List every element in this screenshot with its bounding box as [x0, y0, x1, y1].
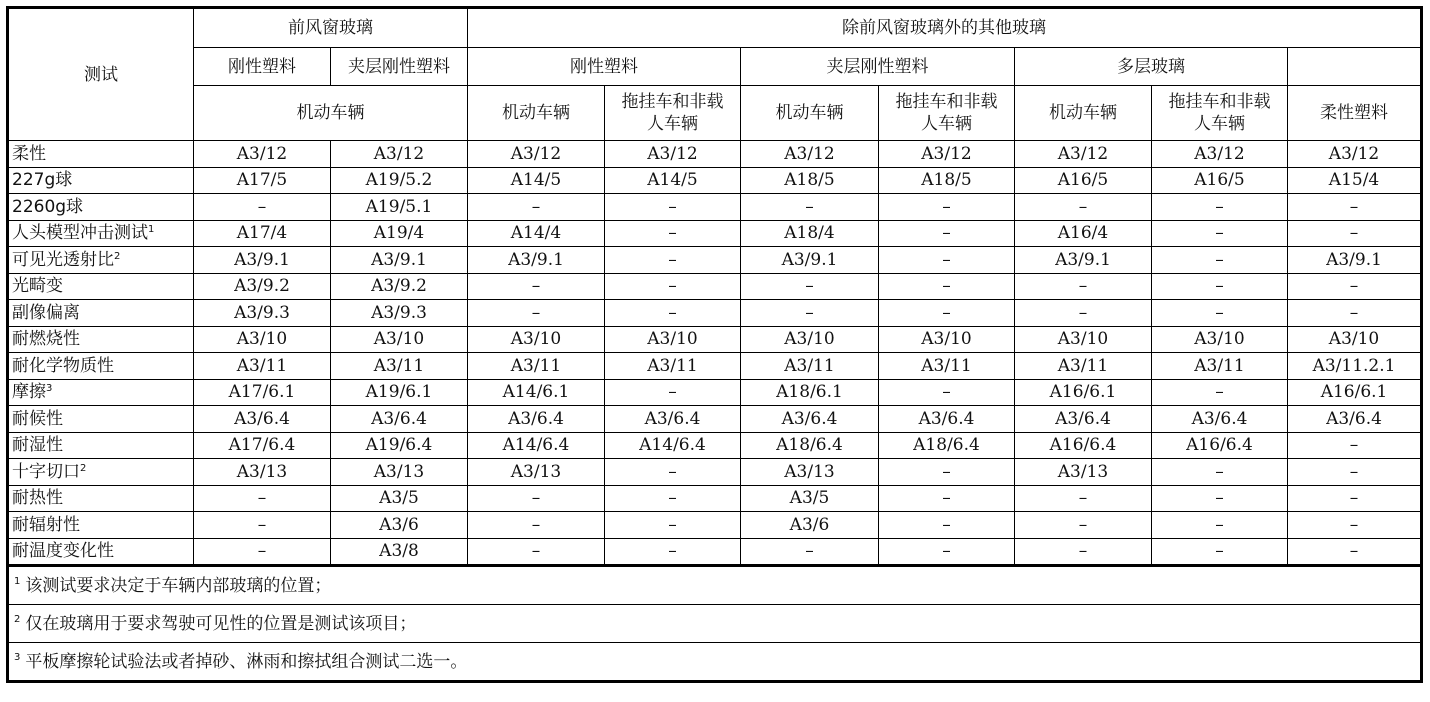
- table-cell: –: [1288, 538, 1422, 566]
- table-cell: A3/5: [741, 485, 879, 512]
- footnote-marker: 3: [46, 383, 53, 395]
- row-test-name: 耐化学物质性: [8, 353, 194, 380]
- table-cell: A18/5: [879, 167, 1015, 194]
- table-cell: A3/6.4: [331, 406, 468, 433]
- table-cell: A3/9.1: [468, 247, 605, 274]
- header-windscreen: 前风窗玻璃: [194, 8, 468, 48]
- table-cell: –: [468, 194, 605, 221]
- table-cell: A3/6.4: [194, 406, 331, 433]
- table-cell: A14/6.1: [468, 379, 605, 406]
- table-cell: A19/4: [331, 220, 468, 247]
- table-cell: A3/12: [331, 141, 468, 168]
- table-cell: –: [1152, 485, 1288, 512]
- table-cell: –: [468, 485, 605, 512]
- test-requirements-table: [6, 6, 1423, 683]
- table-row: [8, 432, 1422, 459]
- row-test-name: 副像偏离: [8, 300, 194, 327]
- table-cell: –: [1152, 220, 1288, 247]
- table-cell: –: [1152, 273, 1288, 300]
- table-cell: –: [879, 220, 1015, 247]
- table-cell: A3/6: [741, 512, 879, 539]
- table-row: [8, 379, 1422, 406]
- table-cell: A3/10: [741, 326, 879, 353]
- table-cell: –: [468, 273, 605, 300]
- table-cell: –: [1288, 459, 1422, 486]
- table-cell: A3/13: [1015, 459, 1152, 486]
- table-cell: A15/4: [1288, 167, 1422, 194]
- table-cell: A16/6.4: [1015, 432, 1152, 459]
- table-cell: –: [1152, 300, 1288, 327]
- table-cell: –: [468, 512, 605, 539]
- table-cell: A14/6.4: [605, 432, 741, 459]
- table-cell: –: [879, 247, 1015, 274]
- table-cell: –: [1288, 220, 1422, 247]
- header-empty-cell: [1288, 48, 1422, 86]
- table-cell: –: [879, 379, 1015, 406]
- table-row: [8, 220, 1422, 247]
- table-cell: –: [1015, 538, 1152, 566]
- header-rigid-motor-vehicle: 机动车辆: [468, 86, 605, 141]
- table-cell: A3/6.4: [879, 406, 1015, 433]
- table-cell: A14/5: [468, 167, 605, 194]
- header-other-laminated-rigid-plastic: 夹层刚性塑料: [741, 48, 1015, 86]
- table-header: [8, 8, 1422, 141]
- footnote-number: 1: [14, 575, 21, 587]
- table-row: [8, 538, 1422, 566]
- table-cell: –: [605, 512, 741, 539]
- table-row: [8, 459, 1422, 486]
- row-test-name: 耐湿性: [8, 432, 194, 459]
- table-notes: [8, 566, 1422, 682]
- table-cell: A3/6: [331, 512, 468, 539]
- table-cell: –: [879, 538, 1015, 566]
- table-cell: A18/6.1: [741, 379, 879, 406]
- row-test-name: 耐燃烧性: [8, 326, 194, 353]
- table-cell: –: [1015, 300, 1152, 327]
- table-cell: A3/12: [1288, 141, 1422, 168]
- table-cell: A3/11: [741, 353, 879, 380]
- table-cell: A3/11: [605, 353, 741, 380]
- table-cell: A3/12: [194, 141, 331, 168]
- footnote-number: 3: [14, 651, 21, 663]
- table-cell: –: [879, 512, 1015, 539]
- header-rigid-trailer: 拖挂车和非载人车辆: [605, 86, 741, 141]
- footnote-row: [8, 643, 1422, 682]
- row-test-name: 耐热性: [8, 485, 194, 512]
- table-cell: –: [741, 194, 879, 221]
- row-test-name: 可见光透射比$^2$: [8, 247, 194, 274]
- table-row: [8, 247, 1422, 274]
- table-cell: A18/5: [741, 167, 879, 194]
- table-cell: –: [879, 194, 1015, 221]
- table-cell: A3/9.1: [331, 247, 468, 274]
- footnote-marker: 1: [148, 224, 155, 236]
- table-cell: –: [879, 485, 1015, 512]
- row-test-name: 人头模型冲击测试$^1$: [8, 220, 194, 247]
- table-cell: –: [1015, 273, 1152, 300]
- table-cell: A3/10: [1288, 326, 1422, 353]
- table-cell: –: [1015, 485, 1152, 512]
- table-cell: A18/6.4: [879, 432, 1015, 459]
- table-cell: A3/9.1: [1015, 247, 1152, 274]
- table-cell: –: [879, 300, 1015, 327]
- footnote-text: $^3$ 平板摩擦轮试验法或者掉砂、淋雨和擦拭组合测试二选一。: [8, 643, 1422, 682]
- table-cell: –: [1015, 194, 1152, 221]
- footnote-row: [8, 605, 1422, 643]
- table-cell: A3/11: [194, 353, 331, 380]
- table-cell: A3/9.1: [741, 247, 879, 274]
- table-cell: A3/11: [331, 353, 468, 380]
- table-cell: A19/6.4: [331, 432, 468, 459]
- table-cell: A16/6.1: [1015, 379, 1152, 406]
- table-row: [8, 326, 1422, 353]
- header-laminated-trailer: 拖挂车和非载人车辆: [879, 86, 1015, 141]
- table-cell: –: [1288, 432, 1422, 459]
- table-cell: A3/12: [741, 141, 879, 168]
- table-cell: –: [605, 485, 741, 512]
- table-cell: A3/11: [879, 353, 1015, 380]
- table-cell: –: [1015, 512, 1152, 539]
- table-cell: A16/5: [1015, 167, 1152, 194]
- header-laminated-motor-vehicle: 机动车辆: [741, 86, 879, 141]
- table-cell: –: [605, 273, 741, 300]
- table-cell: A3/6.4: [741, 406, 879, 433]
- table-cell: –: [194, 194, 331, 221]
- table-cell: –: [605, 379, 741, 406]
- row-test-name: 柔性: [8, 141, 194, 168]
- table-cell: A3/5: [331, 485, 468, 512]
- table-row: [8, 512, 1422, 539]
- table-cell: –: [1152, 379, 1288, 406]
- table-row: [8, 353, 1422, 380]
- table-cell: A14/5: [605, 167, 741, 194]
- table-row: [8, 406, 1422, 433]
- table-cell: –: [879, 459, 1015, 486]
- table-cell: A3/12: [1152, 141, 1288, 168]
- table-cell: A18/6.4: [741, 432, 879, 459]
- table-cell: A3/11: [1152, 353, 1288, 380]
- table-cell: –: [605, 220, 741, 247]
- table-cell: A18/4: [741, 220, 879, 247]
- table-cell: –: [468, 300, 605, 327]
- table-row: [8, 167, 1422, 194]
- table-cell: –: [1288, 485, 1422, 512]
- table-cell: A3/13: [468, 459, 605, 486]
- table-cell: A3/6.4: [605, 406, 741, 433]
- table-cell: A19/6.1: [331, 379, 468, 406]
- table-row: [8, 273, 1422, 300]
- table-cell: A3/6.4: [1288, 406, 1422, 433]
- table-cell: A3/9.2: [194, 273, 331, 300]
- table-cell: A3/12: [605, 141, 741, 168]
- footnote-marker: 2: [80, 462, 87, 474]
- table-cell: –: [605, 194, 741, 221]
- row-test-name: 2260g球: [8, 194, 194, 221]
- table-cell: –: [605, 247, 741, 274]
- footnote-number: 2: [14, 613, 21, 625]
- test-requirements-table-container: [6, 6, 1420, 683]
- table-cell: A3/10: [1152, 326, 1288, 353]
- table-row: [8, 141, 1422, 168]
- header-other-rigid-plastic: 刚性塑料: [468, 48, 741, 86]
- table-cell: A16/6.4: [1152, 432, 1288, 459]
- table-cell: –: [741, 300, 879, 327]
- table-cell: A3/10: [468, 326, 605, 353]
- table-cell: A3/10: [605, 326, 741, 353]
- table-cell: A16/6.1: [1288, 379, 1422, 406]
- table-cell: A14/4: [468, 220, 605, 247]
- table-cell: A3/9.1: [1288, 247, 1422, 274]
- row-test-name: 耐温度变化性: [8, 538, 194, 566]
- table-cell: –: [194, 512, 331, 539]
- table-row: [8, 194, 1422, 221]
- row-test-name: 227g球: [8, 167, 194, 194]
- table-cell: A17/6.1: [194, 379, 331, 406]
- row-test-name: 十字切口$^2$: [8, 459, 194, 486]
- table-cell: A3/10: [331, 326, 468, 353]
- header-windscreen-motor-vehicle: 机动车辆: [194, 86, 468, 141]
- table-cell: –: [605, 538, 741, 566]
- table-cell: A3/13: [741, 459, 879, 486]
- footnote-text: $^1$ 该测试要求决定于车辆内部玻璃的位置；: [8, 566, 1422, 605]
- table-cell: A3/12: [1015, 141, 1152, 168]
- table-cell: A3/10: [194, 326, 331, 353]
- header-multi-layer-glass: 多层玻璃: [1015, 48, 1288, 86]
- table-cell: A3/9.3: [194, 300, 331, 327]
- table-row: [8, 300, 1422, 327]
- table-cell: A3/13: [194, 459, 331, 486]
- table-cell: –: [1288, 194, 1422, 221]
- table-cell: A19/5.2: [331, 167, 468, 194]
- table-cell: A3/9.3: [331, 300, 468, 327]
- table-cell: –: [1288, 300, 1422, 327]
- table-cell: A3/8: [331, 538, 468, 566]
- header-other-glass: 除前风窗玻璃外的其他玻璃: [468, 8, 1422, 48]
- table-cell: A3/9.2: [331, 273, 468, 300]
- table-cell: A3/9.1: [194, 247, 331, 274]
- table-cell: A17/4: [194, 220, 331, 247]
- table-cell: –: [741, 273, 879, 300]
- table-cell: –: [1288, 512, 1422, 539]
- table-cell: A16/5: [1152, 167, 1288, 194]
- table-cell: –: [1152, 538, 1288, 566]
- table-cell: –: [194, 485, 331, 512]
- table-row: [8, 485, 1422, 512]
- table-cell: –: [1152, 459, 1288, 486]
- table-cell: –: [468, 538, 605, 566]
- header-multi-layer-motor-vehicle: 机动车辆: [1015, 86, 1152, 141]
- table-cell: –: [1152, 194, 1288, 221]
- header-flexible-plastic: 柔性塑料: [1288, 86, 1422, 141]
- table-cell: A3/6.4: [1015, 406, 1152, 433]
- table-cell: –: [741, 538, 879, 566]
- table-cell: –: [1152, 247, 1288, 274]
- header-windscreen-rigid-plastic: 刚性塑料: [194, 48, 331, 86]
- table-cell: A3/11.2.1: [1288, 353, 1422, 380]
- table-cell: A17/5: [194, 167, 331, 194]
- table-cell: –: [605, 459, 741, 486]
- table-cell: A3/6.4: [1152, 406, 1288, 433]
- header-test: 测试: [8, 8, 194, 141]
- footnote-row: [8, 566, 1422, 605]
- header-multi-layer-trailer: 拖挂车和非载人车辆: [1152, 86, 1288, 141]
- row-test-name: 光畸变: [8, 273, 194, 300]
- footnote-marker: 2: [114, 250, 121, 262]
- row-test-name: 耐辐射性: [8, 512, 194, 539]
- row-test-name: 摩擦$^3$: [8, 379, 194, 406]
- table-cell: –: [879, 273, 1015, 300]
- table-cell: A3/6.4: [468, 406, 605, 433]
- table-cell: A3/10: [879, 326, 1015, 353]
- table-cell: A3/13: [331, 459, 468, 486]
- table-cell: –: [605, 300, 741, 327]
- table-cell: –: [1152, 512, 1288, 539]
- table-cell: A19/5.1: [331, 194, 468, 221]
- table-cell: A3/12: [468, 141, 605, 168]
- table-cell: A17/6.4: [194, 432, 331, 459]
- table-cell: A3/12: [879, 141, 1015, 168]
- table-cell: A3/11: [468, 353, 605, 380]
- row-test-name: 耐候性: [8, 406, 194, 433]
- table-cell: A3/10: [1015, 326, 1152, 353]
- footnote-text: $^2$ 仅在玻璃用于要求驾驶可见性的位置是测试该项目；: [8, 605, 1422, 643]
- table-cell: –: [194, 538, 331, 566]
- header-windscreen-laminated-rigid-plastic: 夹层刚性塑料: [331, 48, 468, 86]
- table-cell: A16/4: [1015, 220, 1152, 247]
- table-cell: A14/6.4: [468, 432, 605, 459]
- table-cell: –: [1288, 273, 1422, 300]
- table-cell: A3/11: [1015, 353, 1152, 380]
- table-body: [8, 141, 1422, 566]
